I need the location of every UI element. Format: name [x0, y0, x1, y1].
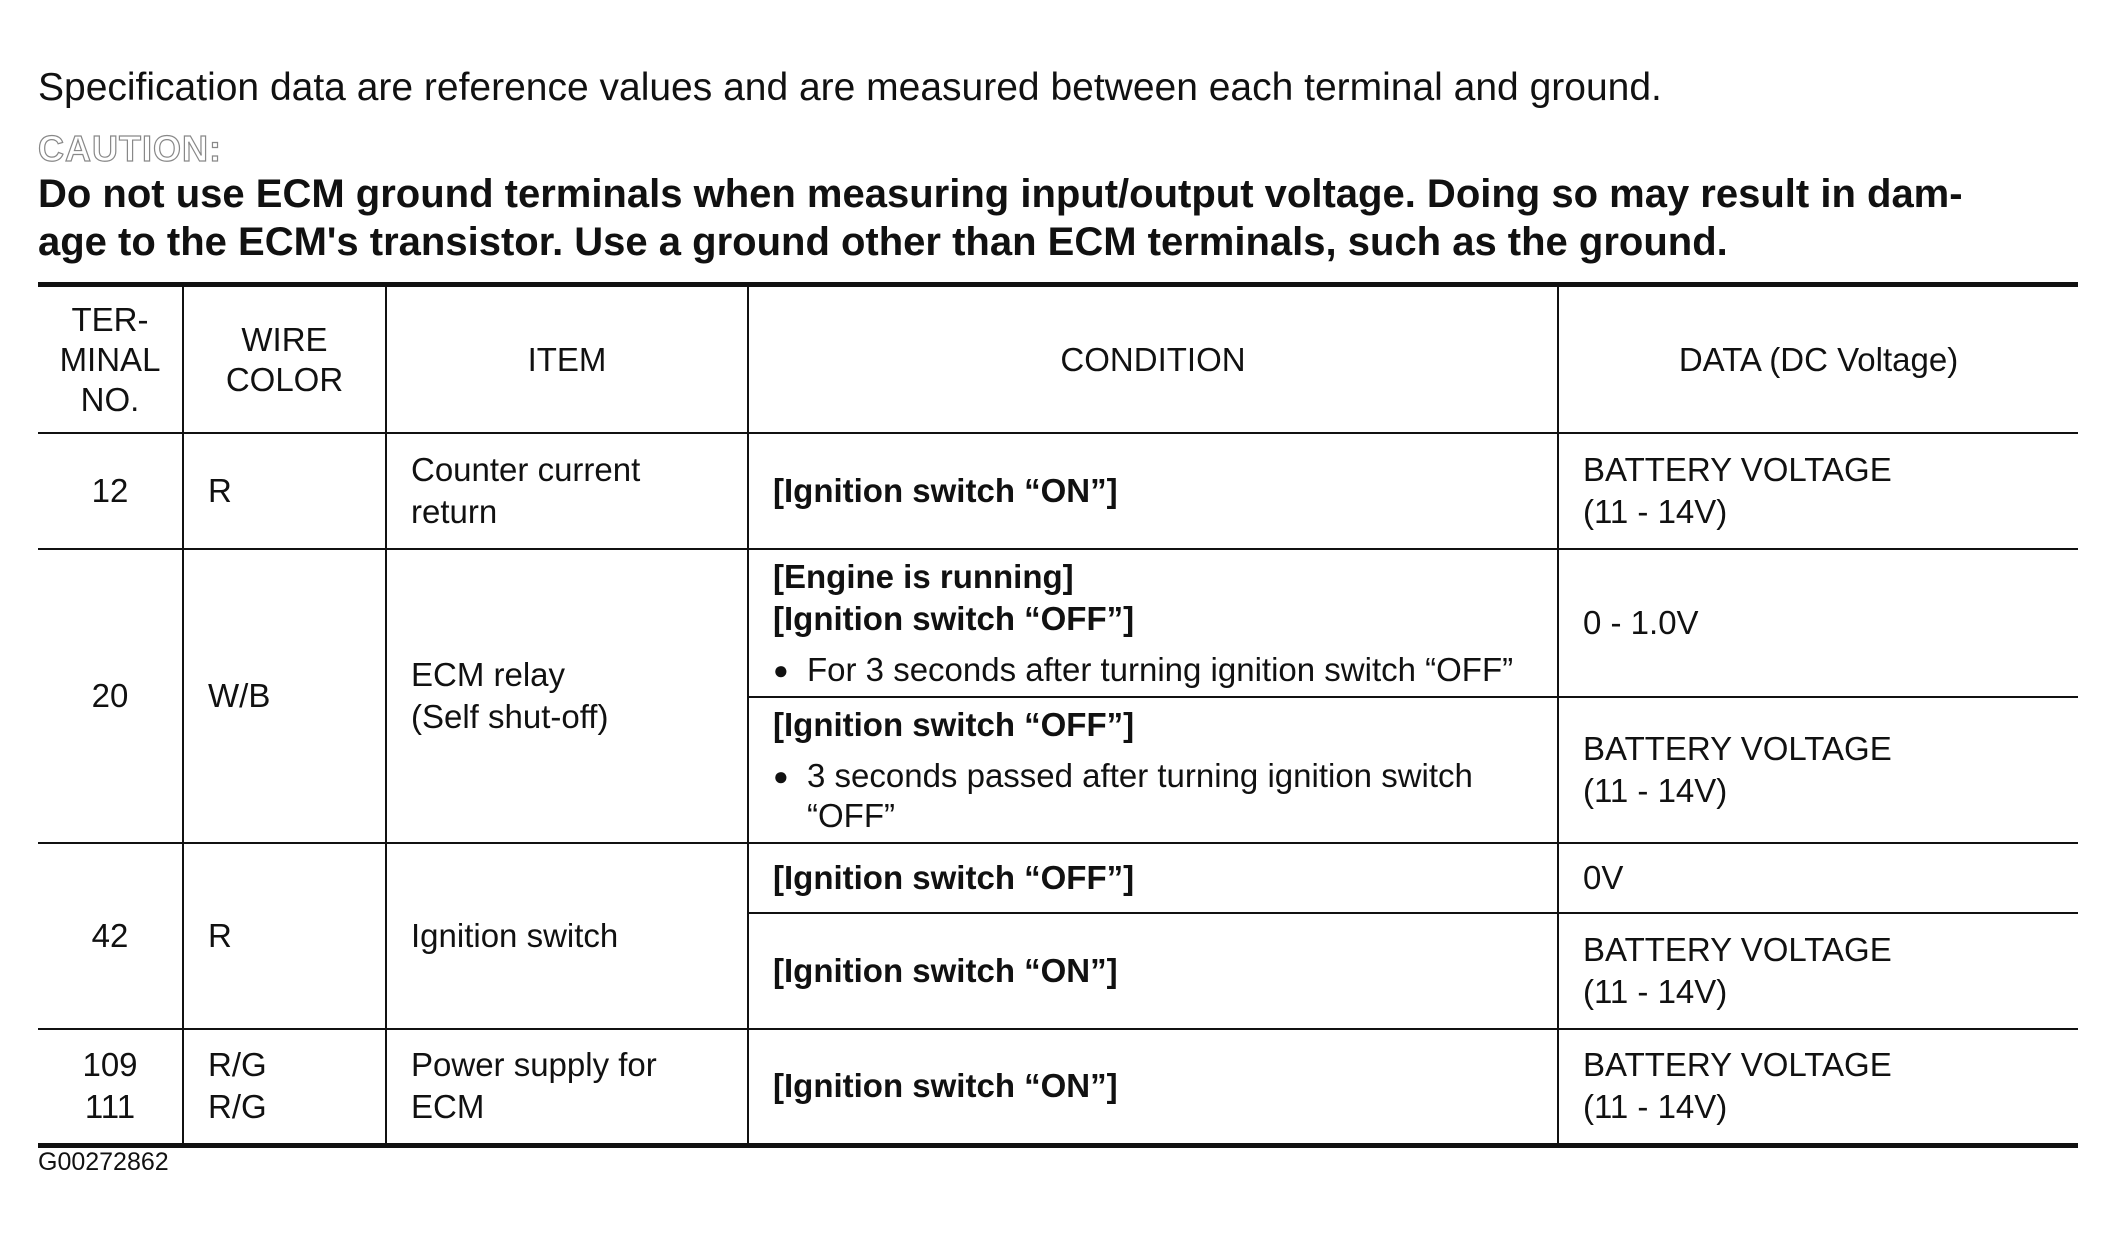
wire-color-line: R/G: [208, 1088, 267, 1126]
header-item: ITEM: [386, 285, 748, 434]
wire-color-line: R/G: [208, 1046, 267, 1084]
item-cell: [386, 1029, 748, 1145]
item-line: ECM: [411, 1088, 485, 1126]
table-row: [38, 1029, 2078, 1145]
table-row: [38, 433, 2078, 549]
data-line: BATTERY VOLTAGE: [1583, 1046, 1892, 1084]
header-line: COLOR: [225, 360, 344, 398]
wire-color-cell: [183, 549, 386, 843]
item-line: Ignition switch: [411, 917, 619, 954]
data-line: (11 - 14V): [1583, 772, 1728, 809]
condition-cell: [748, 549, 1558, 697]
data-line: BATTERY VOLTAGE: [1583, 730, 1892, 767]
data-line: BATTERY VOLTAGE: [1583, 931, 1892, 968]
condition-cell: [748, 843, 1558, 913]
data-line: (11 - 14V): [1583, 973, 1728, 1010]
item-line: return: [411, 493, 498, 530]
data-line: 0V: [1583, 859, 1624, 896]
condition-cell: [748, 913, 1558, 1029]
condition-bullet: ● 3 seconds passed after turning ignition switch “OFF”: [773, 756, 1533, 836]
condition-line: [Ignition switch “OFF”]: [773, 706, 1135, 743]
data-line: 0 - 1.0V: [1583, 604, 1699, 641]
caution-line: Do not use ECM ground terminals when measuring input/output voltage. Doing so may result in dam-: [38, 172, 1963, 216]
data-voltage-cell: [1558, 433, 2078, 549]
terminal-no-line: 111: [84, 1088, 136, 1126]
terminal-no-line: 20: [91, 677, 129, 714]
condition-cell: [748, 697, 1558, 843]
wire-color-line: R: [208, 917, 232, 954]
data-line: (11 - 14V): [1583, 493, 1728, 530]
condition-line: [Ignition switch “OFF”]: [773, 859, 1135, 896]
condition-line: [Ignition switch “ON”]: [773, 472, 1118, 509]
terminal-no-cell: [38, 843, 183, 1029]
header-terminal-no: [38, 285, 183, 434]
item-cell: [386, 843, 748, 1029]
item-cell: [386, 549, 748, 843]
condition-line: [Ignition switch “ON”]: [773, 1067, 1118, 1105]
item-line: Counter current: [411, 451, 641, 488]
data-voltage-cell: [1558, 549, 2078, 697]
terminal-no-line: 42: [91, 917, 129, 954]
terminal-no-cell: [38, 433, 183, 549]
item-line: ECM relay: [411, 656, 566, 693]
header-wire-color: [183, 285, 386, 434]
data-line: (11 - 14V): [1583, 1088, 1728, 1126]
caution-line: age to the ECM's transistor. Use a ground other than ECM terminals, such as the ground.: [38, 220, 1728, 264]
condition-cell: [748, 1029, 1558, 1145]
terminal-no-line: 109: [82, 1046, 138, 1084]
header-condition: CONDITION: [748, 285, 1558, 434]
header-data: DATA (DC Voltage): [1558, 285, 2078, 434]
item-line: Power supply for: [411, 1046, 657, 1084]
terminal-no-cell: [38, 549, 183, 843]
terminal-no-line: 12: [91, 472, 129, 509]
caution-text: [38, 170, 2078, 266]
condition-line: [Ignition switch “ON”]: [773, 952, 1118, 989]
table-row: [38, 843, 2078, 913]
condition-line: [Engine is running]: [773, 558, 1074, 595]
terminal-data-table: [38, 282, 2078, 1148]
header-line: MINAL: [59, 340, 161, 378]
data-line: BATTERY VOLTAGE: [1583, 451, 1892, 488]
header-line: NO.: [80, 380, 140, 418]
wire-color-cell: [183, 843, 386, 1029]
item-line: (Self shut-off): [411, 698, 609, 735]
intro-text: Specification data are reference values and are measured between each terminal and ground.: [38, 66, 1662, 109]
condition-cell: [748, 433, 1558, 549]
data-voltage-cell: [1558, 697, 2078, 843]
header-line: WIRE: [241, 320, 328, 358]
table-row: [38, 549, 2078, 697]
item-cell: [386, 433, 748, 549]
table-header-row: [38, 285, 2078, 434]
header-line: TER-: [71, 300, 149, 338]
condition-bullet: ● For 3 seconds after turning ignition switch “OFF”: [773, 650, 1533, 690]
figure-id: G00272862: [38, 1148, 169, 1176]
wire-color-line: W/B: [208, 677, 271, 714]
data-voltage-cell: [1558, 913, 2078, 1029]
data-voltage-cell: [1558, 843, 2078, 913]
wire-color-cell: [183, 433, 386, 549]
terminal-no-cell: [38, 1029, 183, 1145]
data-voltage-cell: [1558, 1029, 2078, 1145]
caution-label: CAUTION:: [38, 128, 222, 169]
wire-color-line: R: [208, 472, 232, 509]
wire-color-cell: [183, 1029, 386, 1145]
condition-line: [Ignition switch “OFF”]: [773, 600, 1135, 637]
table-body: [38, 433, 2078, 1145]
